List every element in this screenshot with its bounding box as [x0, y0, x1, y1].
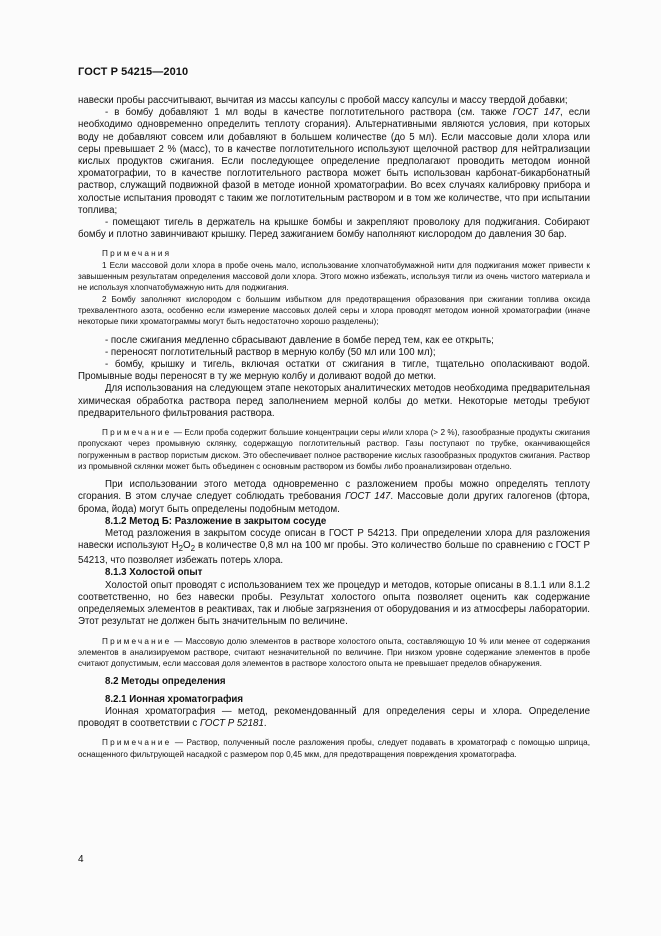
note-syringe [78, 737, 590, 760]
page-number: 4 [78, 854, 84, 865]
note-2: 2 Бомбу заполняют кислородом с большим избытком для предотвращения образования при сжигании топлива оксида трехвалентного азота, особенно если измерение массовых долей серы и хлора проводят методом ионной хроматографии (иначе некоторые пики хроматограммы могут быть недостаточно хорошо разделены); [78, 294, 590, 327]
paragraph-8-1-2 [78, 528, 590, 568]
notes-block-1 [78, 248, 590, 327]
section-heading-8-2-1: 8.2.1 Ионная хроматография [105, 693, 244, 705]
section-heading-8-1-2: 8.1.2 Метод Б: Разложение в закрытом сосуде [105, 515, 327, 527]
note-1: 1 Если массовой доли хлора в пробе очень мало, использование хлопчатобумажной нити для поджигания может привести к завышенным результатам определения массовой доли хлора. Этого можно избежать, используя тигли из очень чистого материала и не используя хлопчатобумажную нить для поджигания. [78, 260, 590, 293]
paragraph-analysis: Для использования на следующем этапе некоторых аналитических методов необходима предварительная химическая обработка раствора перед заполнением мерной колбы до метки. Некоторые методы требуют предварительного фильтрования раствора. [78, 383, 590, 419]
text-fragment: При использовании этого метода одновременно с разложением пробы можно определять теплоту сгорания. В этом случае следует соблюдать требования [78, 479, 590, 503]
note-text: — Если проба содержит большие концентрации серы и/или хлора (> 2 %), газообразные продукты сжигания пропускают через промывную склянку, содержащую поглотительный раствор. Газы поступают по трубке, оканчивающейся погруженным в раствор пористым диском. Это обеспечивает полное растворение кислых газообразных продуктов сжигания. Раствор из промывной склянки может быть объединен с основным раствором из бомбы либо проанализирован отдельно. [78, 427, 590, 471]
paragraph-8-2-1 [78, 706, 590, 730]
text-fragment: . Массовые доли других галогенов (фтора, брома, йода) могут быть определены подобным методом. [78, 491, 590, 515]
subscript: 2 [178, 544, 184, 554]
note-label: Примечание [102, 636, 172, 646]
list-item: - переносят поглотительный раствор в мерную колбу (50 мл или 100 мл); [105, 346, 436, 358]
list-item: - после сжигания медленно сбрасывают давление в бомбе перед тем, как ее открыть; [105, 334, 494, 346]
text-fragment: Метод разложения в закрытом сосуде описан в ГОСТ Р 54213. При определении хлора для разложения навески используют Н [78, 527, 590, 552]
note-text: — Массовую долю элементов в растворе холостого опыта, составляющую 10 % или менее от содержания элементов в анализируемом растворе, считают незначительной по величине. При низком уровне содержание элементов в пробе считают допустимым, если массовая доля элементов в растворе холостого опыта не превышает пределов обнаружения. [78, 636, 590, 669]
text-fragment: , если необходимо одновременно определить теплоту сгорания). Альтернативными являются условия, при которых воду не добавляют совсем или добавляют в большем количестве (до 5 мл). Если массовые доли хлора или серы превышает 2 % (масс), то в качестве поглотительного используют щелочной раствор для нейтрализации кислых продуктов сжигания. Если последующее определение предполагают проводить методом ионной хроматографии, то в качестве поглотительного раствора может быть использован карбонат-бикарбонатный раствор, служащий подвижной фазой в методе ионной хроматографии. Во всех случаях калибровку прибора и холостые испытания проводят с таким же поглотительным раствором и в том же количестве, что при испытании топлива; [78, 107, 590, 216]
standard-reference: ГОСТ 147 [345, 491, 391, 503]
paragraph-crucible: - помещают тигель в держатель на крышке бомбы и закрепляют проволоку для поджигания. Собирают бомбу и плотно завинчивают крышку. Перед зажиганием бомбу наполняют кислородом до давления 30 бар. [78, 217, 590, 241]
notes-label-text: Примечания [102, 249, 172, 259]
notes-label [78, 248, 590, 259]
note-text: — Раствор, полученный после разложения пробы, следует подавать в хроматограф с помощью шприца, оснащенного фильтрующей насадкой с размером пор 0,45 мкм, для предотвращения повреждения хроматографа. [78, 738, 590, 759]
note-blank [78, 636, 590, 670]
paragraph-8-1-3: Холостой опыт проводят с использованием тех же процедур и методов, которые описаны в 8.1.1 или 8.1.2 соответственно, но без навески пробы. Результат холостого опыта позволяет оценить как содержание определяемых элементов в реактивах, так и любые загрязнения от оборудования и из атмосферы лаборатории. Этот результат не должен быть значительным по величине. [78, 579, 590, 628]
running-header: ГОСТ Р 54215—2010 [78, 66, 189, 78]
text-fragment: в количестве 0,8 мл на 100 мг пробы. Это количество больше по сравнению с ГОСТ Р 54213, что позволяет избежать потерь хлора. [78, 540, 590, 567]
section-heading-8-1-3: 8.1.3 Холостой опыт [105, 567, 203, 579]
note-gas [78, 427, 590, 472]
note-label: Примечание [102, 427, 172, 437]
list-item: - бомбу, крышку и тигель, включая остатки от сжигания в тигле, тщательно ополаскивают водой. Промывные воды переносят в ту же мерную колбу и доливают водой до метки. [78, 358, 590, 383]
standard-reference: ГОСТ Р 52181 [199, 718, 264, 729]
paragraph-heat [78, 479, 590, 516]
paragraph-intro: навески пробы рассчитывают, вычитая из массы капсулы с пробой массу капсулы и массу твердой добавки; [78, 95, 568, 106]
text-fragment: Ионная хроматография — метод, рекомендованный для определения серы и хлора. Определение проводят в соответствии с [78, 705, 590, 729]
text-fragment: . [263, 718, 267, 729]
subscript: 2 [190, 544, 196, 554]
paragraph-water [78, 107, 590, 217]
text-fragment: О [183, 540, 191, 552]
standard-reference: ГОСТ 147 [512, 107, 560, 119]
section-heading-8-2: 8.2 Методы определения [105, 676, 226, 688]
text-fragment: - в бомбу добавляют 1 мл воды в качестве поглотительного раствора (см. также [105, 107, 513, 119]
procedure-list [78, 335, 590, 384]
page-body [78, 95, 590, 760]
note-label: Примечание [102, 738, 172, 748]
